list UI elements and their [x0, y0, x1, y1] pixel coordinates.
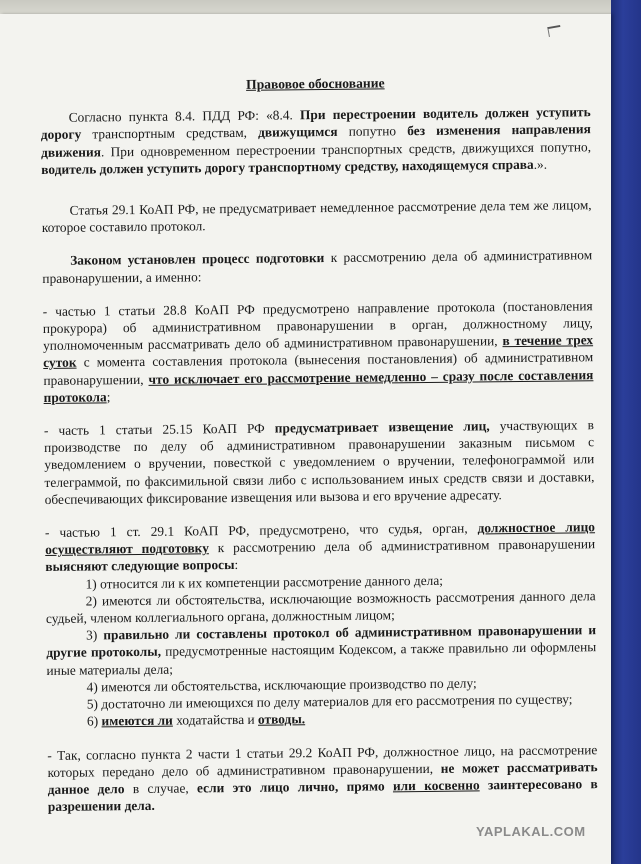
paragraph-article-29-2: - Так, согласно пункта 2 части 1 статьи 29.2 КоАП РФ, должностное лицо, на рассмотрение которых передано дело об административном правонарушении, не может рассматривать данное дело в случае, если это лицо лично, прямо или косвенно заинтересовано в разрешении дела. [47, 741, 598, 815]
document-body [40, 48, 598, 815]
emphasis-bold: если это лицо лично, прямо [196, 778, 393, 796]
paragraph-law-process: Законом установлен процесс подготовки к рассмотрению дела об административном правонарушении, а именно: [42, 247, 593, 286]
list-item-3: 3) правильно ли составлены протокол об административном правонарушении и другие протоколы, предусмотренные настоящим Кодексом, а также правильно ли оформлены иные материалы дела; [46, 622, 597, 678]
emphasis-bold: Законом установлен процесс подготовки [70, 250, 325, 269]
paragraph-rule-8-4: Согласно пункта 8.4. ПДД РФ: «8.4. При перестроении водитель должен уступить дорогу транспортным средствам, движущимся попутно без изменения направления движения. При одновременном перестроении транспортных средств, движущихся попутно, водитель должен уступить дорогу транспортному средству, находящемуся справа.». [40, 104, 592, 177]
emphasis-bold: движущимся [258, 124, 338, 141]
emphasis-bold: предусматривает извещение лиц, [274, 418, 490, 436]
list-item-1: 1) относится ли к их компетенции рассмотрение данного дела; [85, 572, 444, 592]
staple-mark [547, 25, 562, 37]
paragraph-article-28-8: - частью 1 статьи 28.8 КоАП РФ предусмотрено направление протокола (постановления прокурора) об административном правонарушении в орган, должностному лицу, уполномоченным рассматривать дело об административном правонарушении, в течение трех суток с момента составления протокола (вынесения постановления) об административном правонарушении, что исключает его рассмотрение немедленно – сразу после составления протокола; [42, 298, 594, 405]
emphasis-underlined: имеются ли [101, 712, 173, 729]
emphasis-bold: водитель должен уступить дорогу транспортному средству, находящемуся справа [41, 156, 534, 177]
emphasis-bold: без изменения направления движения [40, 121, 591, 160]
list-item-4: 4) имеются ли обстоятельства, исключающие производство по делу; [86, 675, 477, 695]
document-page [0, 14, 611, 864]
paragraph-article-25-15: - часть 1 статьи 25.15 КоАП РФ предусматривает извещение лиц, участвующих в производстве по делу об административном правонарушении заказным письмом с уведомлением о вручении, повесткой с уведомлением о вручении, телефонограммой или телеграммой, по факсимильной связи либо с использованием иных средств связи и доставки, обеспечивающих фиксирование извещения или вызова и его вручение адресату. [43, 417, 595, 507]
list-item-2: 2) имеются ли обстоятельства, исключающие возможность рассмотрения данного дела судьей, членом коллегиального органа, должностным лицом; [45, 588, 596, 627]
emphasis-underlined: отводы. [257, 711, 306, 728]
emphasis-underlined: или косвенно [392, 777, 480, 794]
emphasis-bold: не может рассматривать данное дело [47, 758, 598, 797]
emphasis-bold: При перестроении водитель должен уступить дорогу [40, 104, 591, 143]
emphasis-underlined: что исключает его рассмотрение немедленно – сразу после составления протокола [43, 366, 594, 405]
document-title: Правовое обоснование [246, 75, 385, 92]
emphasis-bold: правильно ли составлены протокол об административном правонарушении и другие протоколы, [46, 622, 597, 661]
list-item-5: 5) достаточно ли имеющихся по делу материалов для его рассмотрения по существу; [86, 691, 573, 712]
emphasis-underlined: должностное лицо осуществляют подготовку [45, 519, 596, 558]
emphasis-bold: выясняют следующие вопросы [45, 557, 235, 575]
blue-background-band [611, 0, 641, 864]
paragraph-article-29-1-part-1: - частью 1 ст. 29.1 КоАП РФ, предусмотрено, что судья, орган, должностное лицо осуществляют подготовку к рассмотрению дела об административном правонарушении выясняют следующие вопросы: [44, 519, 596, 575]
emphasis-underlined: в течение трех суток [43, 332, 594, 371]
list-item-6: 6) имеются ли ходатайства и отводы. [86, 711, 306, 729]
site-watermark: YAPLAKAL.COM [476, 824, 586, 839]
emphasis-bold: заинтересовано в разрешении дела. [47, 776, 598, 815]
paragraph-article-29-1: Статья 29.1 КоАП РФ, не предусматривает немедленное рассмотрение дела тем же лицом, которое составило протокол. [41, 197, 592, 236]
